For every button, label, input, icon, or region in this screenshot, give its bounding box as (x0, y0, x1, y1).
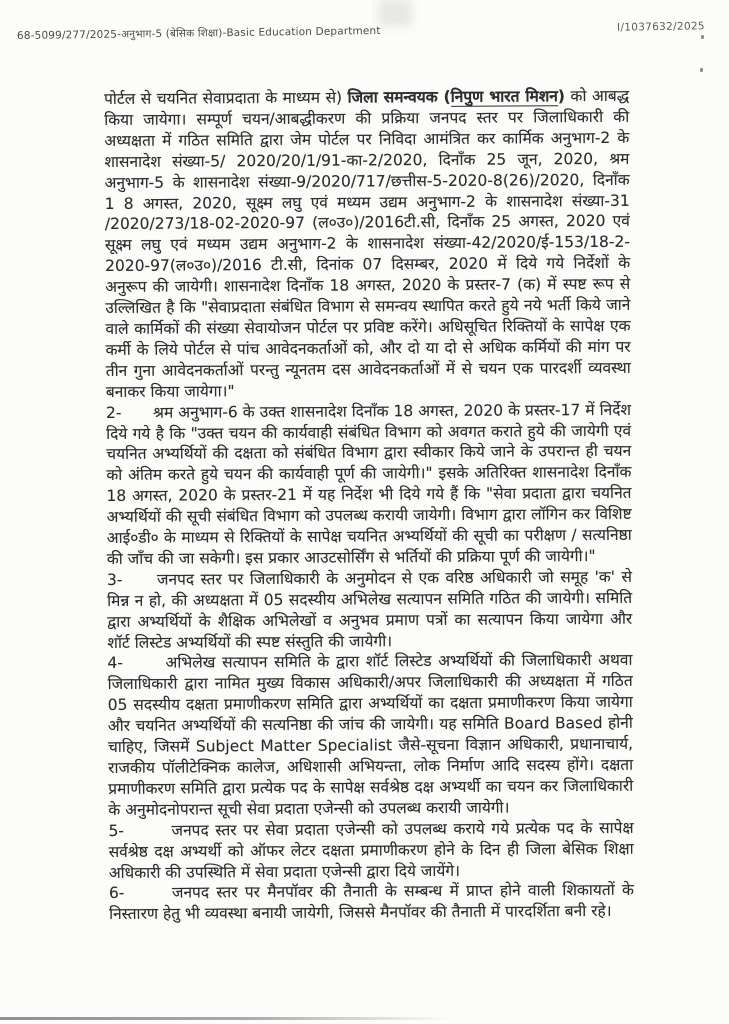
document-body (104, 86, 634, 925)
district-coordinator-bold-text: जिला समन्वयक ( (347, 87, 451, 107)
paragraph-4-text: अभिलेख सत्यापन समिति के द्वारा शॉर्ट लिस्टेड अभ्यर्थियों की जिलाधिकारी अथवा जिलाधिकारी द्वारा नामित मुख्य विकास अधिकारी/अपर जिलाधिकारी की अध्यक्षता में गठित 05 सदस्यीय दक्षता प्रमाणीकरण समिति द्वारा अभ्यर्थियों का दक्षता प्रमाणीकरण किया जायेगा और चयनित अभ्यर्थियों की सत्यनिष्ठा की जांच की जायेगी। यह समिति Board Based होनी चाहिए, जिसमें Subject Matter Specialist जैसे-सूचना विज्ञान अधिकारी, प्रधानाचार्य, राजकीय पॉलीटेक्निक कालेज, अधिशासी अभियन्ता, लोक निर्माण आदि सदस्य होंगे। दक्षता प्रमाणीकरण समिति द्वारा प्रत्येक पद के सापेक्ष सर्वश्रेष्ठ दक्ष अभ्यर्थी का चयन कर जिलाधिकारी के अनुमोदनोपरान्त सूची सेवा प्रदाता एजेन्सी को उपलब्ध करायी जायेगी। (107, 651, 634, 819)
eoffice-document-id: I/1037632/2025 (616, 20, 705, 34)
paragraph-4-number: 4- (107, 654, 124, 673)
scan-edge-line-artifact (0, 1017, 452, 1020)
scan-smudge-artifact (378, 0, 412, 26)
nipun-bharat-mission-underlined-text: निपुण भारत मिशन (450, 87, 558, 106)
paragraph-1-body-text: को आबद्ध किया जायेगा। सम्पूर्ण चयन/आबद्धीकरण की प्रक्रिया जनपद स्तर पर जिलाधिकारी की अध्यक्षता में गठित समिति द्वारा जेम पोर्टल पर निविदा आमंत्रित कर कार्मिक अनुभाग-2 के शासनादेश संख्या-5/ 2020/20/1/91-का-2/2020, दिनाँक 25 जून, 2020, श्रम अनुभाग-5 के शासनादेश संख्या-9/2020/717/छत्तीस-5-2020-8(26)/2020, दिनाँक 1 8 अगस्त, 2020, सूक्ष्म लघु एवं मध्यम उद्यम अनुभाग-2 के शासनादेश संख्या-31 /2020/273/18-02-2020-97 (ल०उ०)/2016टी.सी, दिनाँक 25 अगस्त, 2020 एवं सूक्ष्म लघु एवं मध्यम उद्यम अनुभाग-2 के शासनादेश संख्या-42/2020/ई-153/18-2-2020-97(ल०उ०)/2016 टी.सी, दिनांक 07 दिसम्बर, 2020 में दिये गये निर्देशों के अनुरूप की जायेगी। शासनादेश दिनाँक 18 अगस्त, 2020 के प्रस्तर-7 (क) में स्पष्ट रूप से उल्लिखित है कि "सेवाप्रदाता संबंधित विभाग से समन्वय स्थापित करते हुये नये भर्ती किये जाने वाले कार्मिकों की संख्या सेवायोजन पोर्टल पर प्रविष्ट करेंगे। अधिसूचित रिक्तियों के सापेक्ष एक कर्मी के लिये पोर्टल से पांच आवेदनकर्ताओं को, और दो या दो से अधिक कर्मियों की मांग पर तीन गुना आवेदनकर्ताओं परन्तु न्यूनतम दस आवेदनकर्ताओं में से चयन एक पारदर्शी व्यवस्था बनाकर किया जायेगा।" (104, 86, 631, 401)
paragraph-1-lead-text: पोर्टल से चयनित सेवाप्रदाता के माध्यम से) (104, 88, 348, 108)
scan-speck-artifact (701, 35, 704, 39)
paragraph-2 (106, 399, 632, 569)
paragraph-6-text: जनपद स्तर पर मैनपॉवर की तैनाती के सम्बन्ध में प्राप्त होने वाली शिकायतों के निस्तारण हेतु भी व्यवस्था बनायी जायेगी, जिससे मैनपॉवर की तैनाती में पारदर्शिता बनी रहे। (108, 881, 634, 924)
paragraph-6-number: 6- (108, 884, 125, 903)
paragraph-1-bold-close-paren: ) (557, 87, 566, 106)
file-reference-number: 68-5099/277/2025-अनुभाग-5 (बेसिक शिक्षा)-Basic Education Department (16, 24, 381, 42)
paragraph-2-number: 2- (105, 403, 122, 422)
paragraph-3 (107, 567, 633, 654)
paragraph-1 (104, 86, 631, 403)
paragraph-5-number: 5- (108, 821, 125, 840)
paragraph-3-text: जनपद स्तर पर जिलाधिकारी के अनुमोदन से एक वरिष्ठ अधिकारी जो समूह 'क' से मिन्न न हो, की अध्यक्षता में 05 सदस्यीय अभिलेख सत्यापन समिति गठित की जायेगी। समिति द्वारा अभ्यर्थियों के शैक्षिक अभिलेखों व अनुभव प्रमाण पत्रों का सत्यापन किया जायेगा और शॉर्ट लिस्टेड अभ्यर्थियों की स्पष्ट संस्तुति की जायेगी। (107, 567, 633, 652)
paragraph-5-text: जनपद स्तर पर सेवा प्रदाता एजेन्सी को उपलब्ध कराये गये प्रत्येक पद के सापेक्ष सर्वश्रेष्ठ दक्ष अभ्यर्थी को ऑफर लेटर दक्षता प्रमाणीकरण होने के दिन ही जिला बेसिक शिक्षा अधिकारी की उपस्थिति में सेवा प्रदाता एजेन्सी द्वारा दिये जायेंगे। (108, 818, 634, 882)
scan-speck-artifact (700, 68, 703, 72)
paragraph-3-number: 3- (106, 570, 123, 589)
paragraph-2-text: श्रम अनुभाग-6 के उक्त शासनादेश दिनाँक 18 अगस्त, 2020 के प्रस्तर-17 में निर्देश दिये गये है कि "उक्त चयन की कार्यवाही संबंधित विभाग को अवगत कराते हुये की जायेगी एवं चयनित अभ्यर्थियों की दक्षता को संबंधित विभाग द्वारा स्वीकार किये जाने के उपरान्त ही चयन को अंतिम करते हुये चयन की कार्यवाही पूर्ण की जायेगी।" इसके अतिरिक्त शासनादेश दिनाँक 18 अगस्त, 2020 के प्रस्तर-21 में यह निर्देश भी दिये गये हैं कि "सेवा प्रदाता द्वारा चयनित अभ्यर्थियों की सूची संबंधित विभाग को उपलब्ध करायी जायेगी। विभाग द्वारा लॉगिन कर विशिष्ट आई०डी० के माध्यम से रिक्तियों के सापेक्ष चयनित अभ्यर्थियों की सूची का परीक्षण / सत्यनिष्ठा की जाँच की जा सकेगी। इस प्रकार आउटसोर्सिंग से भर्तियों की प्रक्रिया पूर्ण की जायेगी।" (106, 400, 632, 568)
paragraph-6 (109, 880, 634, 925)
paragraph-4 (107, 650, 633, 820)
paragraph-5 (108, 817, 633, 883)
